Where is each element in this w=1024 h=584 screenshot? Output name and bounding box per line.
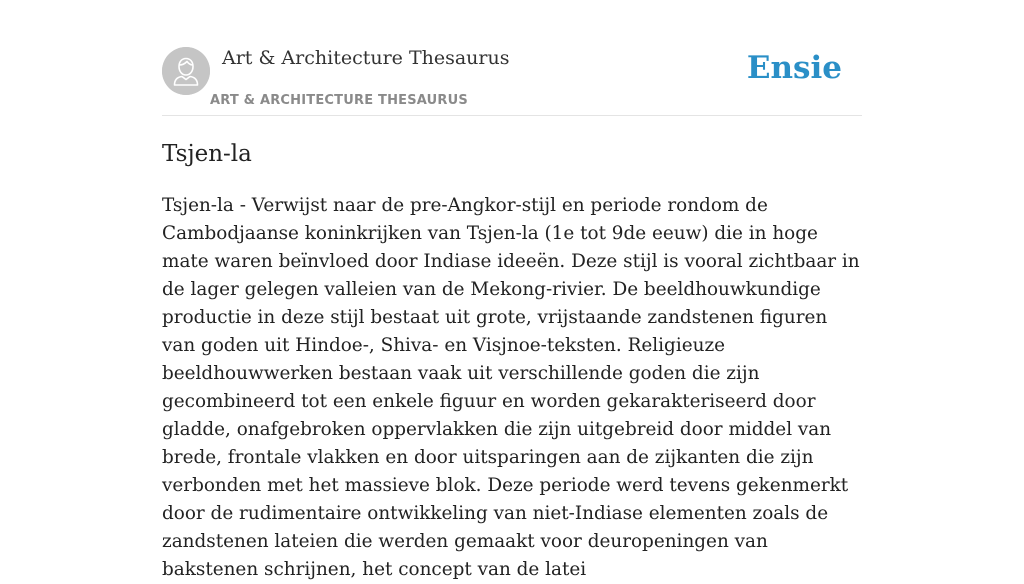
author-name[interactable]: Art & Architecture Thesaurus — [222, 47, 510, 69]
brand-logo[interactable]: Ensie — [746, 50, 842, 86]
source-label[interactable]: ART & ARCHITECTURE THESAURUS — [210, 93, 468, 108]
article-title: Tsjen-la — [162, 141, 252, 167]
article-body: Tsjen-la - Verwijst naar de pre-Angkor-stijl en periode rondom de Cambodjaanse koninkrijken van Tsjen-la (1e tot 9de eeuw) die in hoge mate waren beïnvloed door Indiase ideeën. Deze stijl is vooral zichtbaar in de lager gelegen valleien van de Mekong-rivier. De beeldhouwkundige productie in deze stijl bestaat uit grote, vrijstaande zandstenen figuren van goden uit Hindoe-, Shiva- en Visjnoe-teksten. Religieuze beeldhouwwerken bestaan vaak uit verschillende goden die zijn gecombineerd tot een enkele figuur en worden gekarakteriseerd door gladde, onafgebroken oppervlakken die zijn uitgebreid door middel van brede, frontale vlakken en door uitsparingen aan de zijkanten die zijn verbonden met het massieve blok. Deze periode werd tevens gekenmerkt door de rudimentaire ontwikkeling van niet-Indiase elementen zoals de zandstenen lateien die werden gemaakt voor deuropeningen van bakstenen schrijnen, het concept van de latei — [162, 195, 860, 580]
header — [162, 0, 862, 116]
user-avatar-icon[interactable] — [162, 47, 210, 95]
